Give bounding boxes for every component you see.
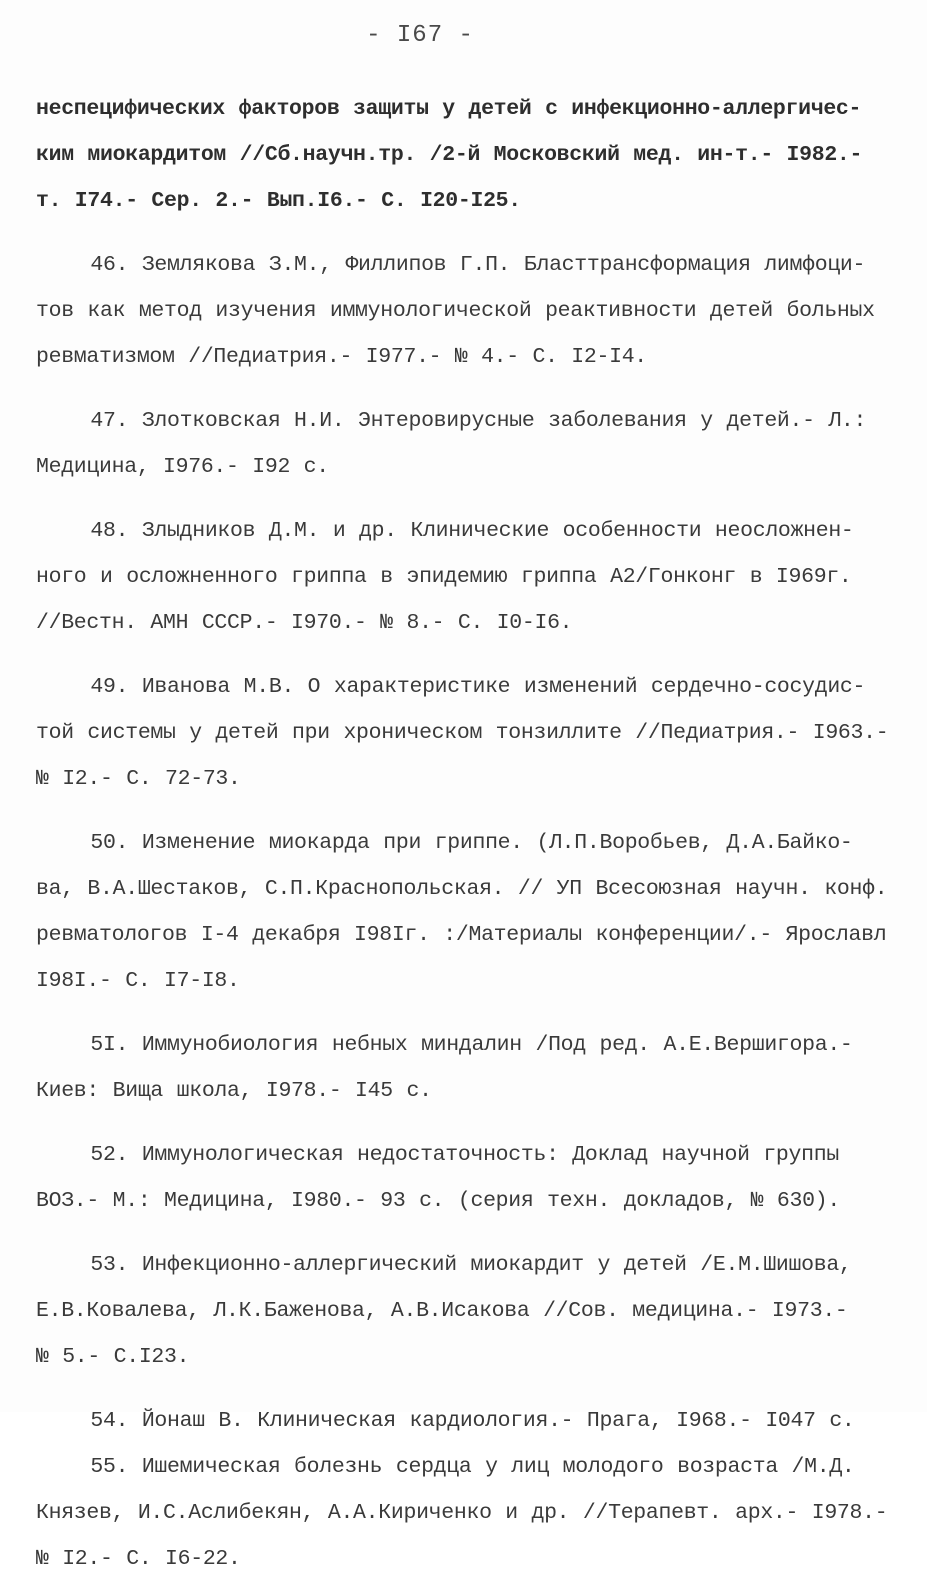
reference-54 — [36, 1398, 896, 1444]
reference-line: 5I. Иммунобиология небных миндалин /Под ред. А.Е.Вершигора.- — [36, 1033, 853, 1057]
reference-line: 54. Йонаш В. Клиническая кардиология.- Прага, I968.- I047 с. — [36, 1409, 855, 1433]
reference-line: ВОЗ.- М.: Медицина, I980.- 93 с. (серия техн. докладов, № 630). — [36, 1189, 840, 1213]
reference-52 — [36, 1132, 896, 1224]
reference-line: № I2.- С. 72-73. — [36, 767, 241, 791]
reference-line: ревматологов I-4 декабря I98Iг. :/Материалы конференции/.- Ярославл — [36, 923, 887, 947]
reference-51 — [36, 1022, 896, 1114]
reference-line: ким миокардитом //Сб.научн.тр. /2-й Московский мед. ин-т.- I982.- — [36, 143, 863, 167]
reference-line: ного и осложненного гриппа в эпидемию гриппа А2/Гонконг в I969г. — [36, 565, 852, 589]
reference-continuation — [36, 86, 896, 224]
reference-55 — [36, 1444, 896, 1582]
reference-line: //Вестн. АМН СССР.- I970.- № 8.- С. I0-I6. — [36, 611, 573, 635]
reference-53 — [36, 1242, 896, 1380]
reference-line: № I2.- С. I6-22. — [36, 1547, 241, 1571]
reference-line: 52. Иммунологическая недостаточность: Доклад научной группы — [36, 1143, 839, 1167]
page-number: - I67 - — [366, 22, 474, 49]
reference-line: Медицина, I976.- I92 с. — [36, 455, 329, 479]
reference-line: 55. Ишемическая болезнь сердца у лиц молодого возраста /М.Д. — [36, 1455, 855, 1479]
reference-line: I98I.- С. I7-I8. — [36, 969, 240, 993]
reference-line: 49. Иванова М.В. О характеристике изменений сердечно-сосудис- — [36, 675, 866, 699]
reference-line: той системы у детей при хроническом тонзиллите //Педиатрия.- I963.- — [36, 721, 889, 745]
reference-line: 47. Злотковская Н.И. Энтеровирусные заболевания у детей.- Л.: — [36, 409, 867, 433]
reference-line: ва, В.А.Шестаков, С.П.Краснопольская. // УП Всесоюзная научн. конф. — [36, 877, 888, 901]
reference-46 — [36, 242, 896, 380]
reference-49 — [36, 664, 896, 802]
reference-47 — [36, 398, 896, 490]
reference-line: ревматизмом //Педиатрия.- I977.- № 4.- С. I2-I4. — [36, 345, 647, 369]
reference-line: т. I74.- Сер. 2.- Вып.I6.- С. I20-I25. — [36, 189, 521, 213]
reference-list — [36, 86, 896, 1582]
reference-line: 50. Изменение миокарда при гриппе. (Л.П.Воробьев, Д.А.Байко- — [36, 831, 853, 855]
reference-48 — [36, 508, 896, 646]
reference-line: 46. Землякова З.М., Филлипов Г.П. Бласттрансформация лимфоци- — [36, 253, 866, 277]
reference-50 — [36, 820, 896, 1004]
reference-line: Киев: Вища школа, I978.- I45 с. — [36, 1079, 432, 1103]
reference-line: тов как метод изучения иммунологической реактивности детей больных — [36, 299, 875, 323]
reference-line: Е.В.Ковалева, Л.К.Баженова, А.В.Исакова //Сов. медицина.- I973.- — [36, 1299, 848, 1323]
reference-line: 48. Злыдников Д.М. и др. Клинические особенности неосложнен- — [36, 519, 854, 543]
reference-line: 53. Инфекционно-аллергический миокардит у детей /Е.М.Шишова, — [36, 1253, 852, 1277]
reference-line: № 5.- С.I23. — [36, 1345, 190, 1369]
reference-line: Князев, И.С.Аслибекян, А.А.Кириченко и др. //Терапевт. арх.- I978.- — [36, 1501, 888, 1525]
reference-line: неспецифических факторов защиты у детей с инфекционно-аллергичес- — [36, 97, 862, 121]
